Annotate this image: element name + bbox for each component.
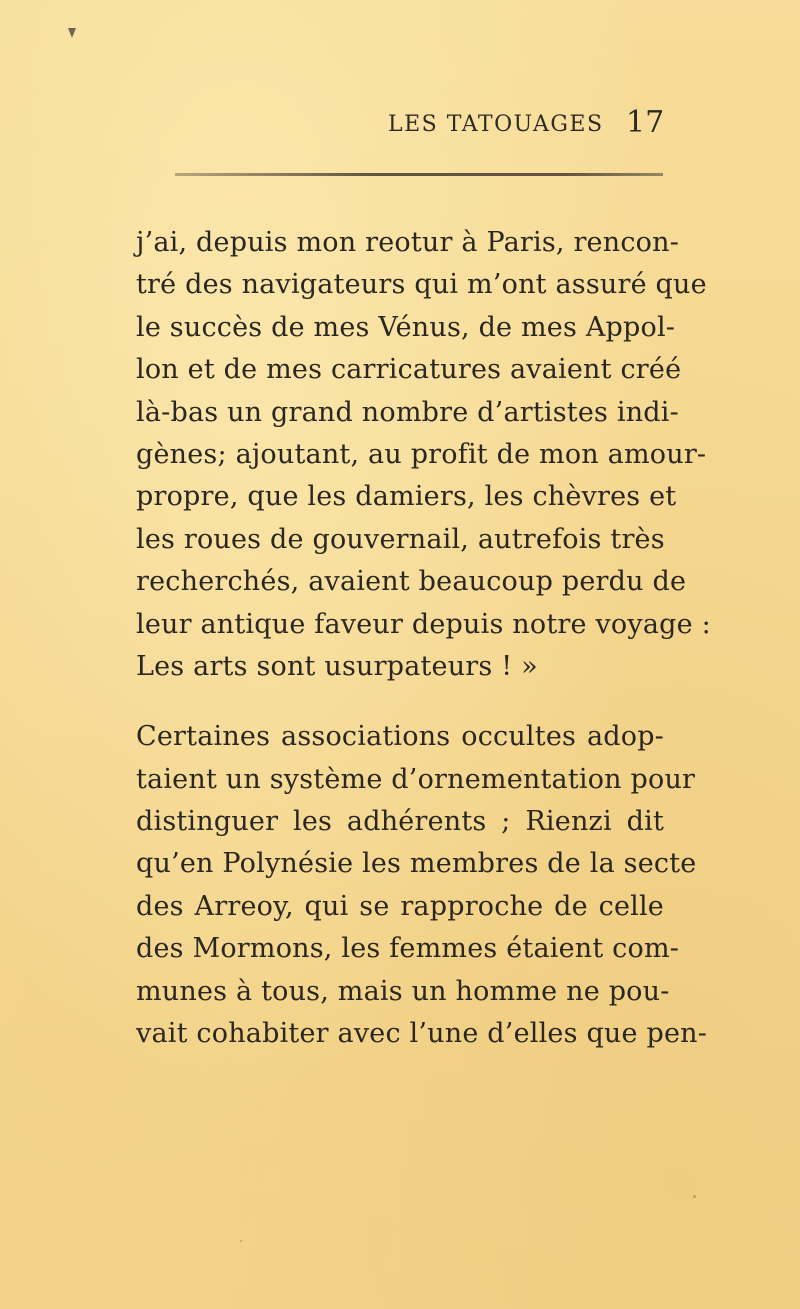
text-line: le succès de mes Vénus, de mes Appol- — [136, 311, 676, 343]
text-line: lon et de mes carricatures avaient créé — [136, 354, 682, 386]
paragraph-1 — [136, 222, 711, 688]
paragraph-gap — [136, 688, 664, 716]
text-line: qu’en Polynésie les membres de la secte — [136, 848, 697, 880]
text-line: là-bas un grand nombre d’artistes indi- — [136, 396, 679, 428]
text-line: j’ai, depuis mon reotur à Paris, rencon- — [136, 227, 680, 258]
text-line: Certaines associations occultes adop- — [136, 721, 664, 753]
text-line: des Arreoy, qui se rapproche de celle — [136, 890, 664, 922]
printer-mark-icon — [68, 28, 76, 38]
body-text — [136, 222, 711, 1055]
paragraph-2 — [136, 716, 708, 1055]
text-line: recherchés, avaient beaucoup perdu de — [136, 566, 687, 598]
text-line: gènes; ajoutant, au profit de mon amour- — [136, 438, 707, 470]
paper-speck — [693, 1195, 696, 1198]
text-line: distinguer les adhérents ; Rienzi dit — [136, 806, 664, 838]
header-rule — [175, 173, 663, 176]
paper-speck — [520, 770, 522, 772]
text-line: des Mormons, les femmes étaient com- — [136, 933, 680, 965]
running-title: LES TATOUAGES — [388, 112, 604, 137]
text-line: propre, que les damiers, les chèvres et — [136, 481, 677, 513]
text-line: munes à tous, mais un homme ne pou- — [136, 975, 670, 1007]
running-head — [0, 105, 800, 152]
text-line: les roues de gouvernail, autrefois très — [136, 523, 665, 555]
text-line: taient un système d’ornementation pour — [136, 763, 696, 795]
text-line: tré des navigateurs qui m’ont assuré que — [136, 269, 707, 301]
text-line: leur antique faveur depuis notre voyage : — [136, 608, 711, 640]
text-line: Les arts sont usurpateurs ! » — [136, 650, 538, 682]
paper-speck — [240, 1240, 242, 1242]
page-number: 17 — [626, 105, 665, 140]
text-line: vait cohabiter avec l’une d’elles que pen- — [136, 1018, 708, 1050]
